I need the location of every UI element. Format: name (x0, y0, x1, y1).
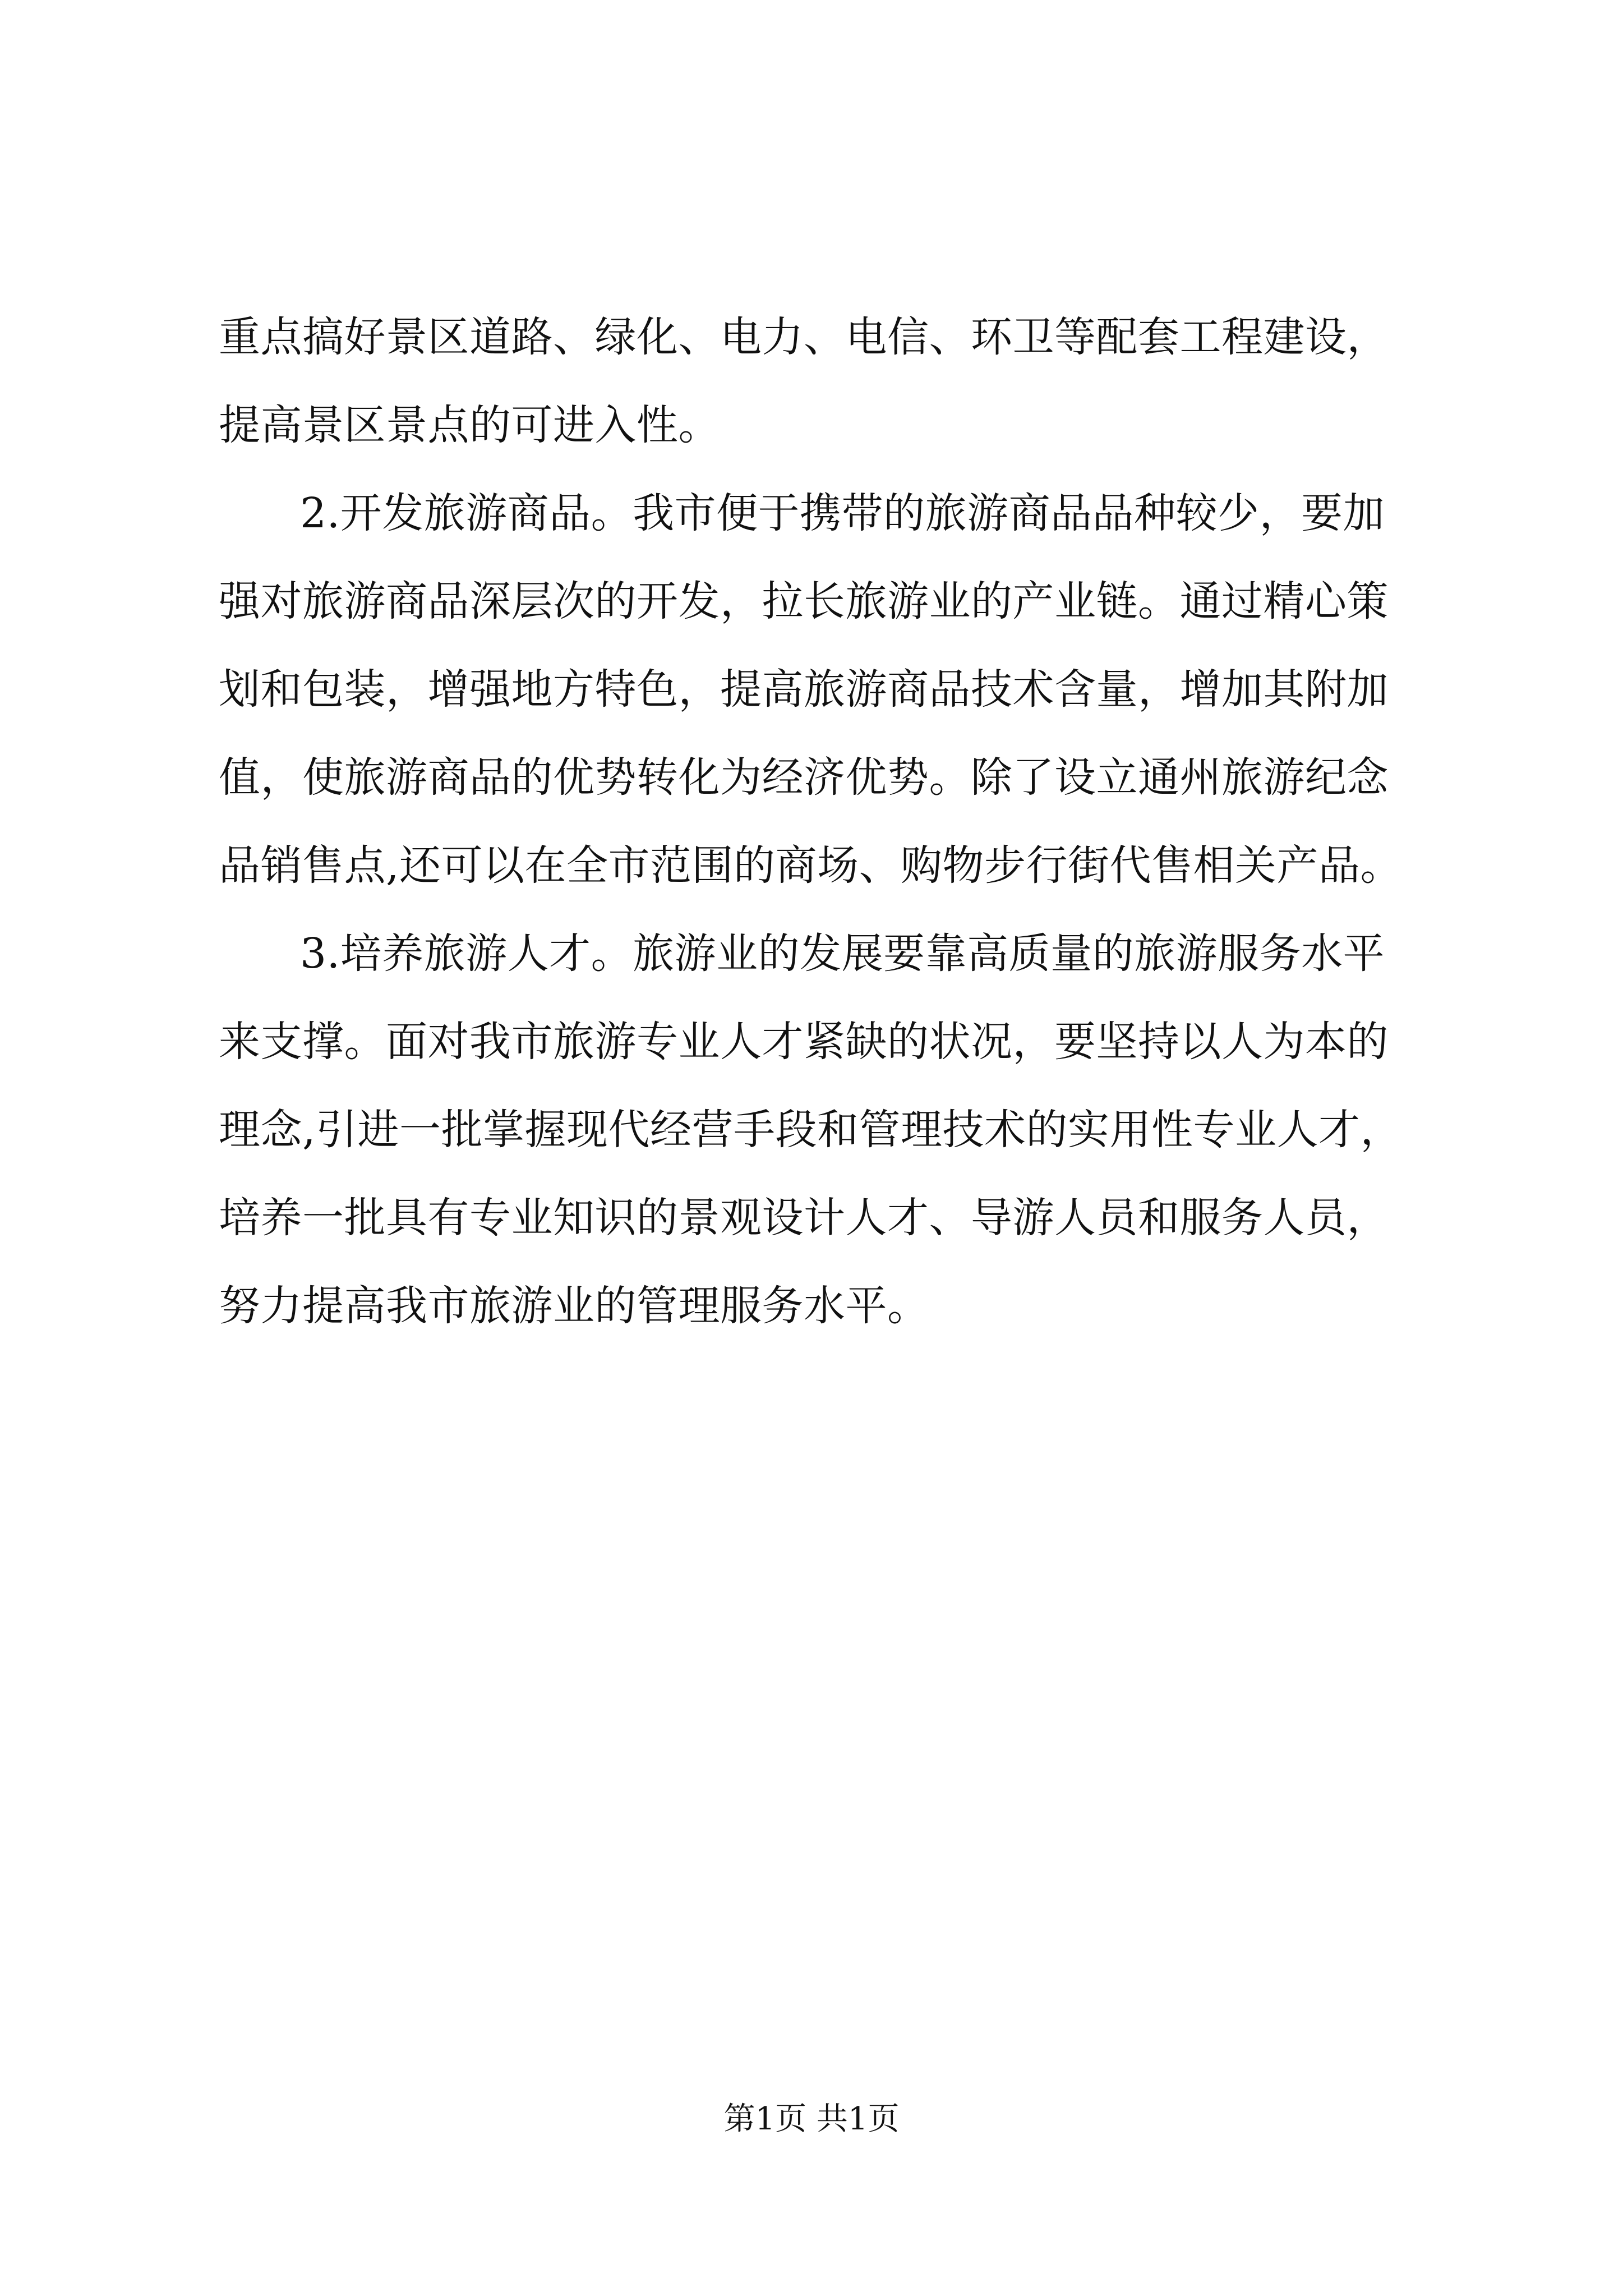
paragraph-2-line-1: 2.开发旅游商品。我市便于携带的旅游商品品种较少，要加 (300, 489, 1385, 537)
paragraph-2-line-5: 品销售点,还可以在全市范围的商场、购物步行街代售相关产品。 (219, 841, 1403, 890)
paragraph-3-line-4: 培养一批具有专业知识的景观设计人才、导游人员和服务人员， (219, 1194, 1389, 1242)
paragraph-3-line-1: 3.培养旅游人才。旅游业的发展要靠高质量的旅游服务水平 (300, 930, 1385, 978)
page-number-footer: 第1页 共1页 (723, 2101, 900, 2137)
paragraph-1-line-1: 重点搞好景区道路、绿化、电力、电信、环卫等配套工程建设， (219, 313, 1389, 361)
paragraph-3-line-2: 来支撑。面对我市旅游专业人才紧缺的状况，要坚持以人为本的 (219, 1018, 1389, 1066)
paragraph-1-line-2: 提高景区景点的可进入性。 (219, 401, 720, 449)
paragraph-2-line-3: 划和包装，增强地方特色，提高旅游商品技术含量，增加其附加 (219, 665, 1389, 714)
paragraph-3-line-5: 努力提高我市旅游业的管理服务水平。 (219, 1282, 929, 1330)
paragraph-3-line-3: 理念,引进一批掌握现代经营手段和管理技术的实用性专业人才， (219, 1106, 1403, 1154)
paragraph-2-line-2: 强对旅游商品深层次的开发，拉长旅游业的产业链。通过精心策 (219, 577, 1389, 625)
paragraph-2-line-4: 值，使旅游商品的优势转化为经济优势。除了设立通州旅游纪念 (219, 753, 1389, 802)
